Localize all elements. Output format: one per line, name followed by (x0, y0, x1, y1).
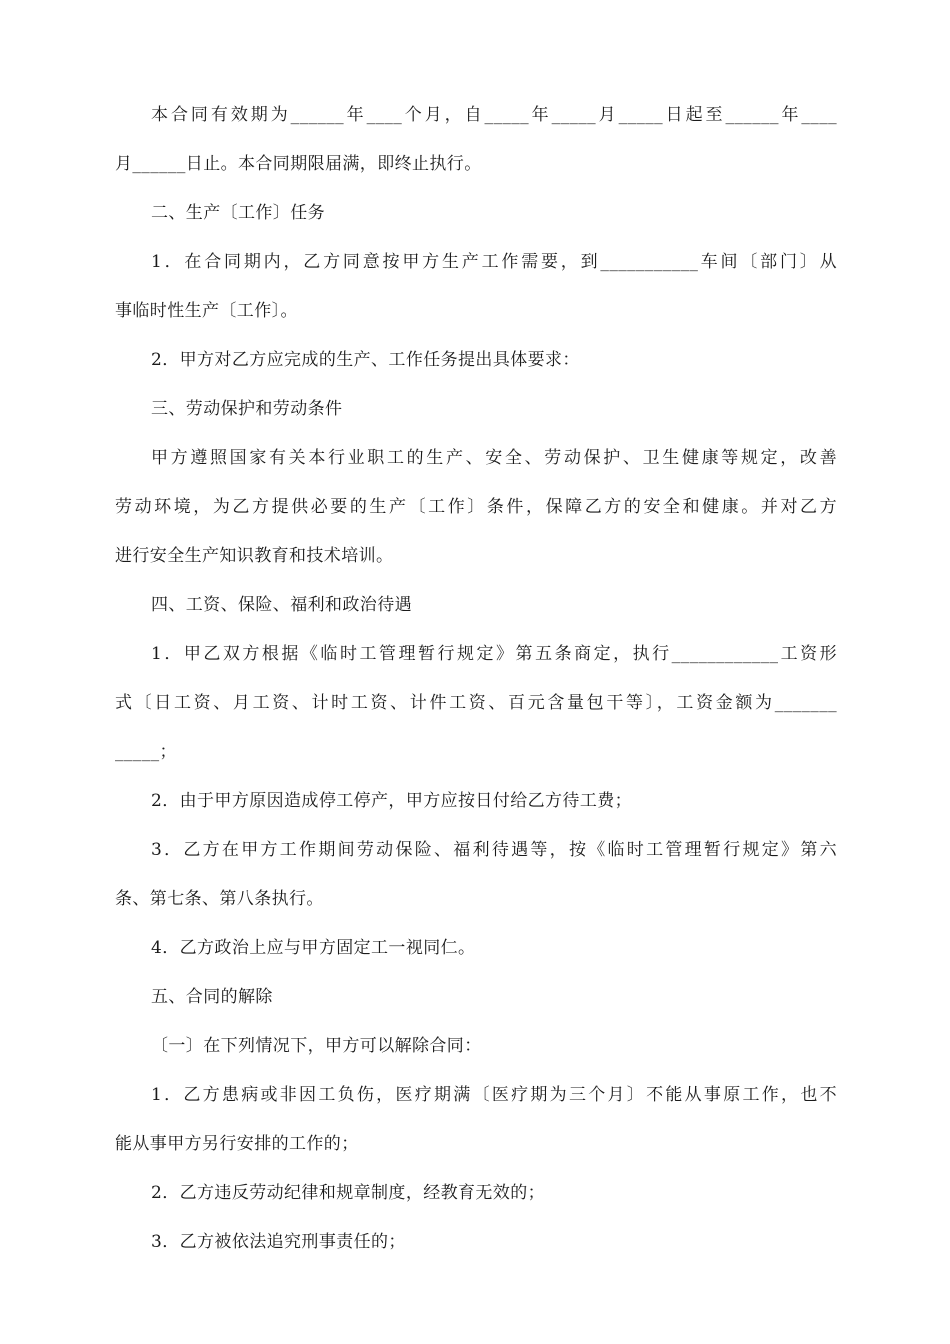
section-heading-termination: 五、合同的解除 (151, 987, 273, 1007)
clause-5-1-line-2: 能从事甲方另行安排的工作的； (115, 1134, 359, 1154)
section-heading-production-tasks: 二、生产〔工作〕任务 (151, 203, 325, 223)
paragraph-labor-protection-line-2: 劳动环境，为乙方提供必要的生产〔工作〕条件，保障乙方的安全和健康。并对乙方 (115, 497, 837, 517)
clause-4-1-line-3: _____； (115, 742, 177, 762)
clause-2-1-line-1: 1．在合同期内，乙方同意按甲方生产工作需要，到___________车间〔部门〕从 (151, 252, 837, 272)
clause-4-3-line-2: 条、第七条、第八条执行。 (115, 889, 324, 909)
clause-5-3: 3．乙方被依法追究刑事责任的； (151, 1232, 406, 1252)
section-heading-wages-benefits: 四、工资、保险、福利和政治待遇 (151, 595, 412, 615)
clause-4-2: 2．由于甲方原因造成停工停产，甲方应按日付给乙方待工费； (151, 791, 633, 811)
clause-2-1-line-2: 事临时性生产〔工作〕。 (115, 301, 298, 321)
subsection-heading-party-a-termination: 〔一〕在下列情况下，甲方可以解除合同： (151, 1036, 482, 1056)
clause-4-1-line-2: 式〔日工资、月工资、计时工资、计件工资、百元含量包干等〕，工资金额为_______ (115, 693, 837, 713)
section-heading-labor-protection: 三、劳动保护和劳动条件 (151, 399, 343, 419)
clause-4-3-line-1: 3．乙方在甲方工作期间劳动保险、福利待遇等，按《临时工管理暂行规定》第六 (151, 840, 837, 860)
text-line-validity-end: 月______日止。本合同期限届满，即终止执行。 (115, 154, 482, 174)
clause-5-2: 2．乙方违反劳动纪律和规章制度，经教育无效的； (151, 1183, 546, 1203)
paragraph-labor-protection-line-1: 甲方遵照国家有关本行业职工的生产、安全、劳动保护、卫生健康等规定，改善 (151, 448, 837, 468)
clause-4-1-line-1: 1．甲乙双方根据《临时工管理暂行规定》第五条商定，执行____________工资形 (151, 644, 837, 664)
paragraph-labor-protection-line-3: 进行安全生产知识教育和技术培训。 (115, 546, 394, 566)
contract-body (115, 91, 837, 1267)
clause-2-2: 2．甲方对乙方应完成的生产、工作任务提出具体要求： (151, 350, 580, 370)
clause-5-1-line-1: 1．乙方患病或非因工负伤，医疗期满〔医疗期为三个月〕不能从事原工作，也不 (151, 1085, 837, 1105)
clause-4-4: 4．乙方政治上应与甲方固定工一视同仁。 (151, 938, 476, 958)
text-line-validity-period: 本合同有效期为______年____个月，自_____年_____月_____日起至______年____ (151, 105, 837, 125)
